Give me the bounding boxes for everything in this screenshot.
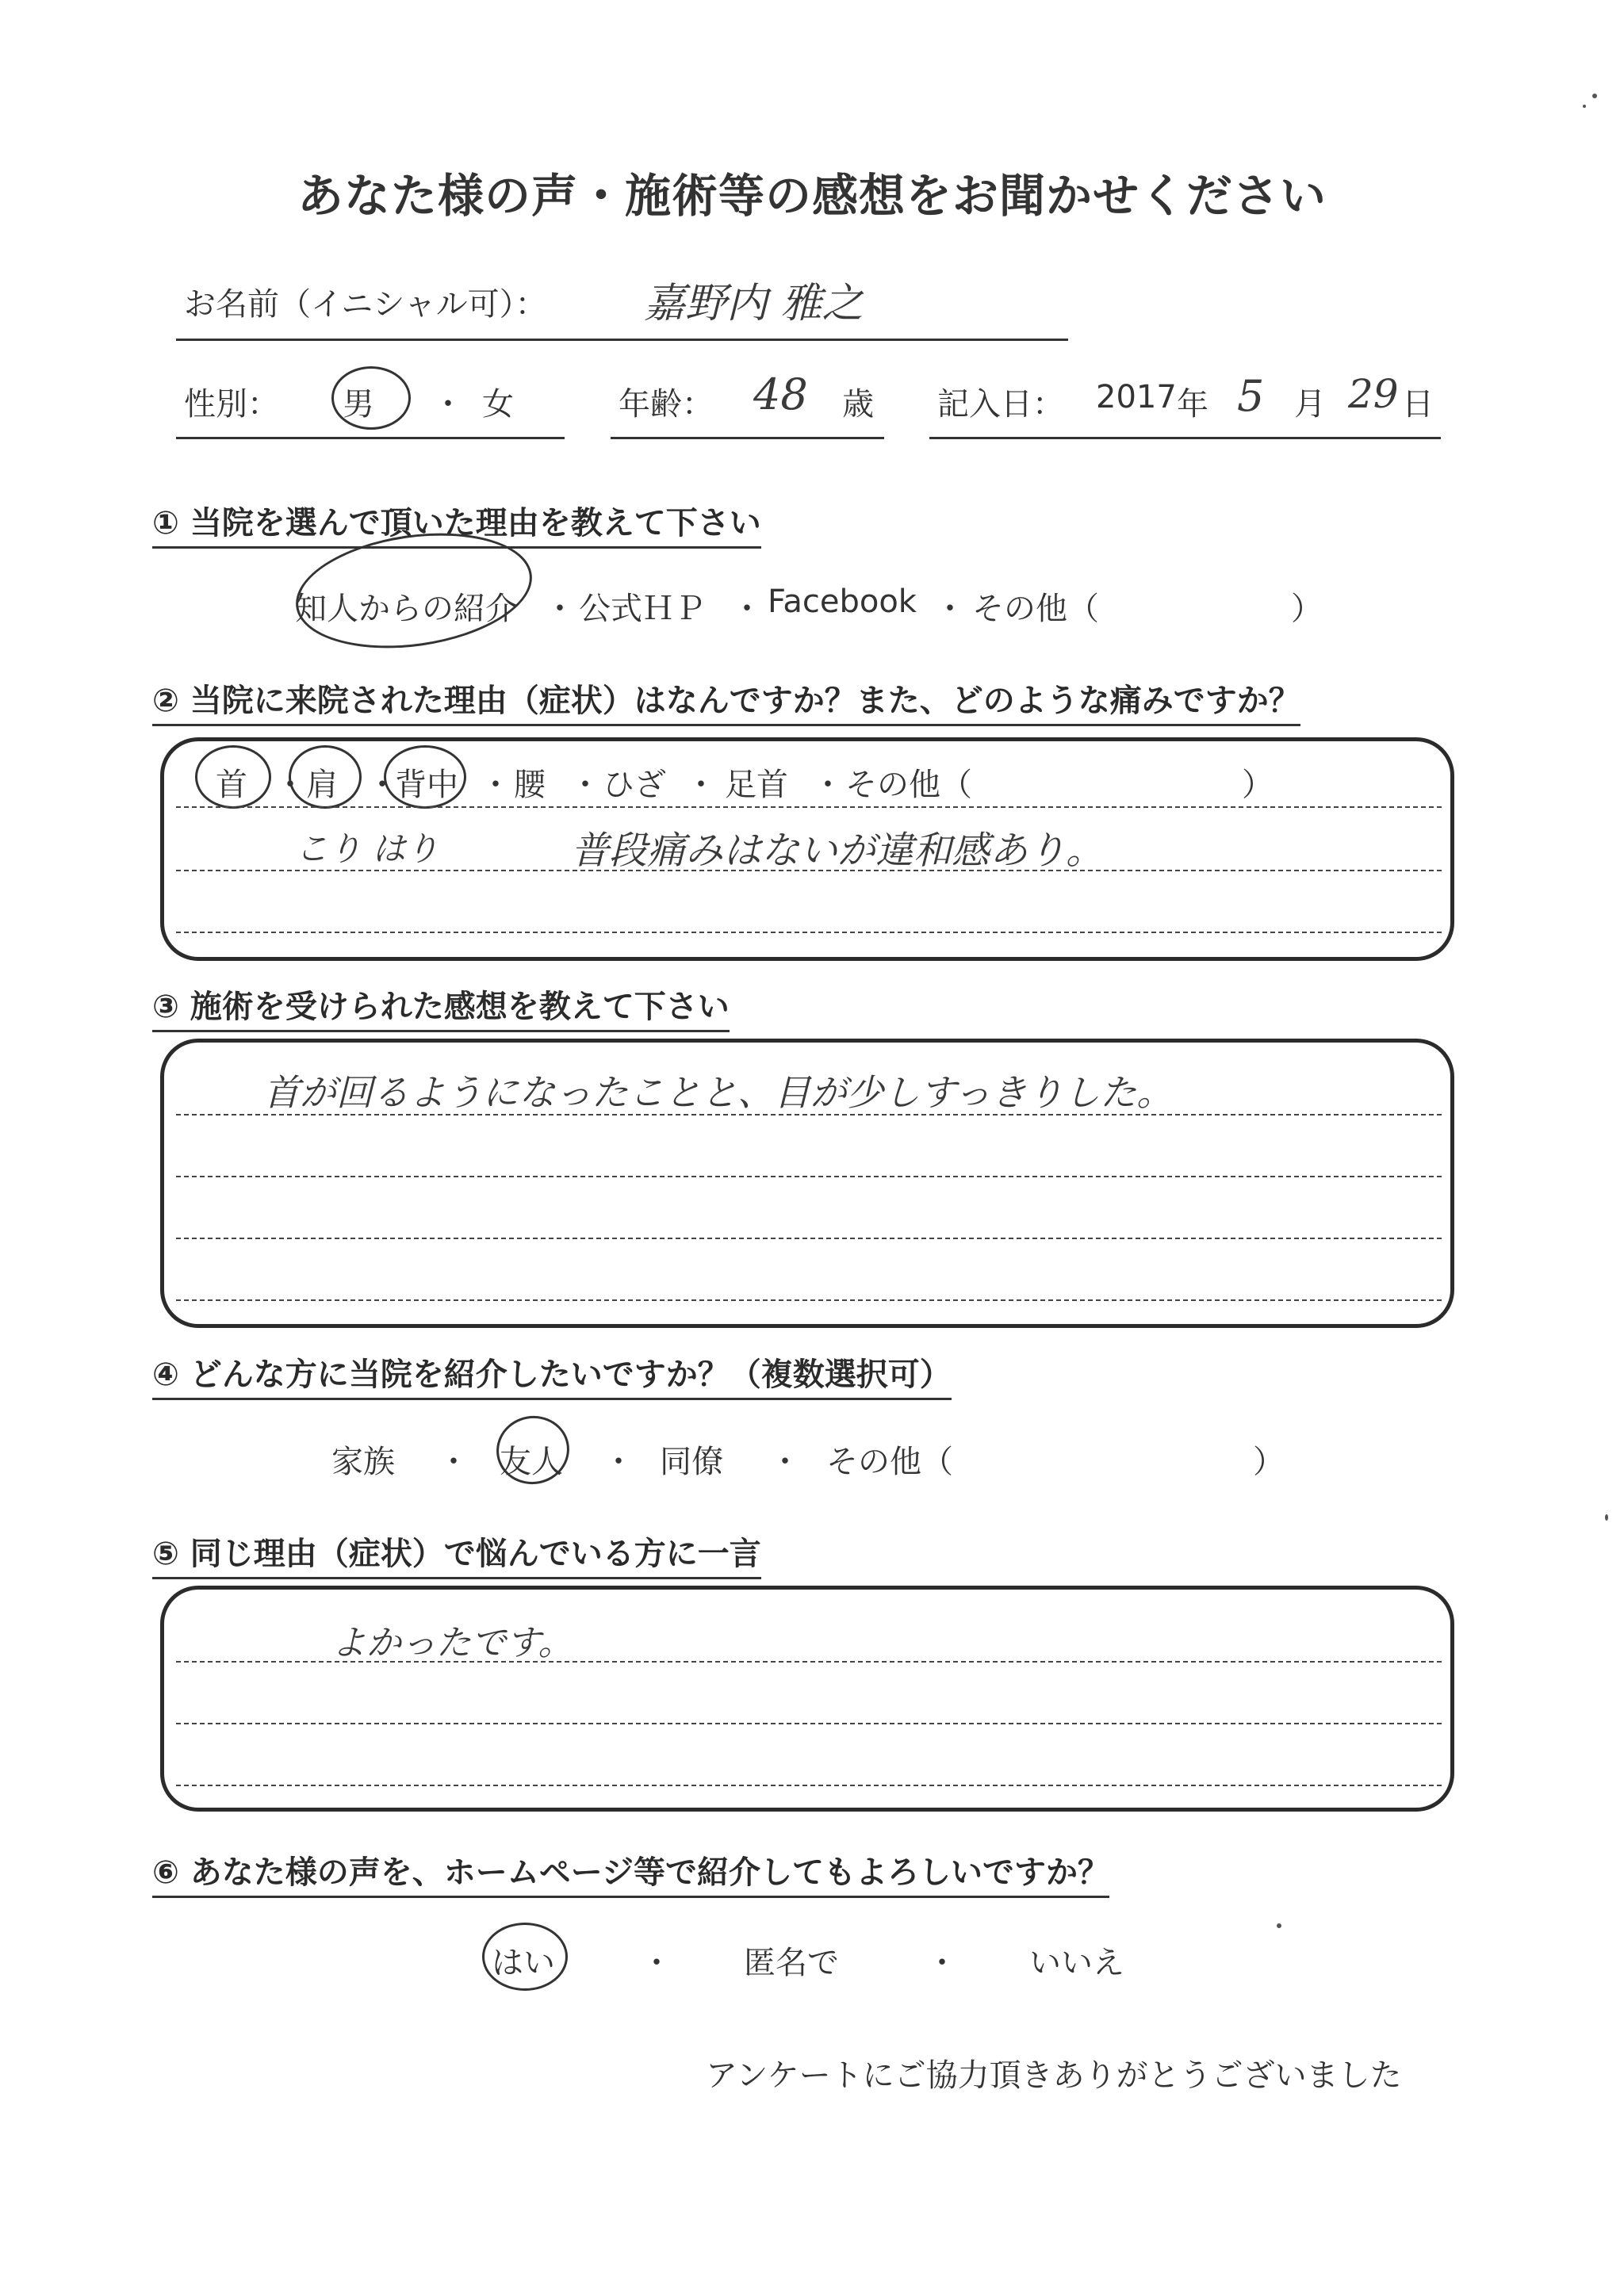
q2-answer-line-3: [176, 932, 1442, 933]
q5-heading: ⑤ 同じ理由（症状）で悩んでいる方に一言: [152, 1529, 761, 1579]
q2-option-waist[interactable]: 腰: [514, 767, 546, 803]
q2-answer-text[interactable]: 普段痛みはないが違和感あり。: [571, 828, 1105, 873]
q4-other-close-paren: ）: [1253, 1444, 1285, 1480]
date-day[interactable]: 29: [1348, 371, 1399, 417]
q6-option-yes[interactable]: はい: [492, 1945, 555, 1981]
scan-speck: [1605, 1514, 1608, 1521]
q2-answer-prefix[interactable]: こり はり: [295, 829, 439, 868]
q1-option-facebook[interactable]: Facebook: [768, 584, 917, 620]
q1-heading: ① 当院を選んで頂いた理由を教えて下さい: [152, 498, 761, 549]
q4-separator-1: ・: [438, 1444, 469, 1480]
age-underline: [611, 437, 884, 439]
q5-answer-line-2: [176, 1723, 1442, 1724]
q3-answer-line-2: [176, 1176, 1442, 1177]
date-underline: [929, 437, 1441, 439]
q2-heading: ② 当院に来院された理由（症状）はなんですか？また、どのような痛みですか？: [152, 675, 1300, 726]
q4-separator-2: ・: [603, 1444, 634, 1480]
q6-separator-1: ・: [641, 1945, 672, 1981]
q6-separator-2: ・: [926, 1945, 958, 1981]
q4-option-other[interactable]: その他（: [826, 1444, 953, 1480]
q3-answer-text[interactable]: 首が回るようになったことと、目が少しすっきりした。: [263, 1071, 1174, 1114]
q1-separator-1: ・: [544, 591, 576, 627]
q2-separator-2: ・: [366, 767, 398, 803]
q1-separator-3: ・: [934, 591, 966, 627]
age-value[interactable]: 48: [753, 369, 808, 419]
q2-option-other[interactable]: その他（: [845, 767, 972, 803]
q2-answer-line-1: [176, 806, 1442, 808]
q2-option-neck[interactable]: 首: [216, 767, 247, 803]
q4-option-family[interactable]: 家族: [331, 1444, 395, 1480]
gender-option-female[interactable]: 女: [482, 386, 514, 423]
q1-other-close-paren: ）: [1291, 591, 1323, 627]
q5-answer-text[interactable]: よかったです。: [331, 1623, 573, 1663]
q2-shoulder-circle-mark: [289, 745, 362, 809]
q2-separator-1: ・: [274, 767, 306, 803]
q2-separator-6: ・: [812, 767, 844, 803]
q5-answer-line-3: [176, 1785, 1442, 1786]
thank-you-footer: アンケートにご協力頂きありがとうございました: [706, 2057, 1402, 2094]
q6-heading: ⑥ あなた様の声を、ホームページ等で紹介してもよろしいですか？: [152, 1847, 1109, 1898]
q6-yes-circle-mark: [482, 1923, 568, 1991]
q2-answer-line-2: [176, 870, 1442, 871]
q4-option-friend[interactable]: 友人: [500, 1444, 563, 1480]
q1-option-website[interactable]: 公式ＨＰ: [579, 591, 706, 627]
gender-label: 性別：: [184, 386, 279, 423]
q1-option-referral[interactable]: 知人からの紹介: [295, 591, 517, 627]
q1-option-other[interactable]: その他（: [972, 591, 1099, 627]
date-day-unit: 日: [1402, 386, 1434, 423]
q4-option-coworker[interactable]: 同僚: [660, 1444, 723, 1480]
age-unit: 歳: [842, 386, 874, 423]
gender-male-circle-mark: [331, 366, 411, 430]
page-title: あなた様の声・施術等の感想をお聞かせください: [297, 169, 1327, 223]
q2-option-shoulder[interactable]: 肩: [306, 767, 338, 803]
scan-speck: [1277, 1923, 1281, 1928]
date-month[interactable]: 5: [1237, 371, 1265, 421]
q2-separator-5: ・: [685, 767, 717, 803]
q2-neck-circle-mark: [195, 745, 271, 809]
q2-option-ankle[interactable]: 足首: [725, 767, 788, 803]
date-year: 2017: [1096, 379, 1177, 415]
q3-answer-line-3: [176, 1238, 1442, 1239]
name-label: お名前（イニシャル可）：: [184, 286, 547, 323]
q5-answer-line-1: [176, 1661, 1442, 1663]
q6-option-anonymous[interactable]: 匿名で: [744, 1945, 839, 1981]
q3-answer-line-1: [176, 1114, 1442, 1115]
q6-option-no[interactable]: いいえ: [1029, 1945, 1124, 1981]
date-label: 記入日：: [937, 386, 1064, 423]
q3-heading: ③ 施術を受けられた感想を教えて下さい: [152, 982, 730, 1032]
date-year-unit: 年: [1177, 386, 1208, 423]
q3-answer-line-4: [176, 1299, 1442, 1301]
q2-back-circle-mark: [384, 745, 466, 809]
name-value[interactable]: 嘉野内 雅之: [644, 280, 864, 327]
gender-option-male[interactable]: 男: [343, 386, 374, 423]
age-label: 年齢：: [619, 386, 714, 423]
q2-option-back[interactable]: 背中: [395, 767, 458, 803]
gender-separator: ・: [432, 386, 464, 423]
q4-heading: ④ どんな方に当院を紹介したいですか？（複数選択可）: [152, 1349, 952, 1400]
q1-separator-2: ・: [731, 591, 763, 627]
q2-separator-3: ・: [480, 767, 511, 803]
name-underline: [176, 339, 1068, 341]
scan-speck: [1583, 105, 1586, 108]
q2-option-knee[interactable]: ひざ: [603, 767, 666, 803]
q2-other-close-paren: ）: [1242, 767, 1274, 803]
scan-speck: [1592, 94, 1597, 98]
q4-separator-3: ・: [769, 1444, 801, 1480]
q2-separator-4: ・: [569, 767, 601, 803]
date-month-unit: 月: [1294, 386, 1326, 423]
gender-underline: [176, 437, 565, 439]
